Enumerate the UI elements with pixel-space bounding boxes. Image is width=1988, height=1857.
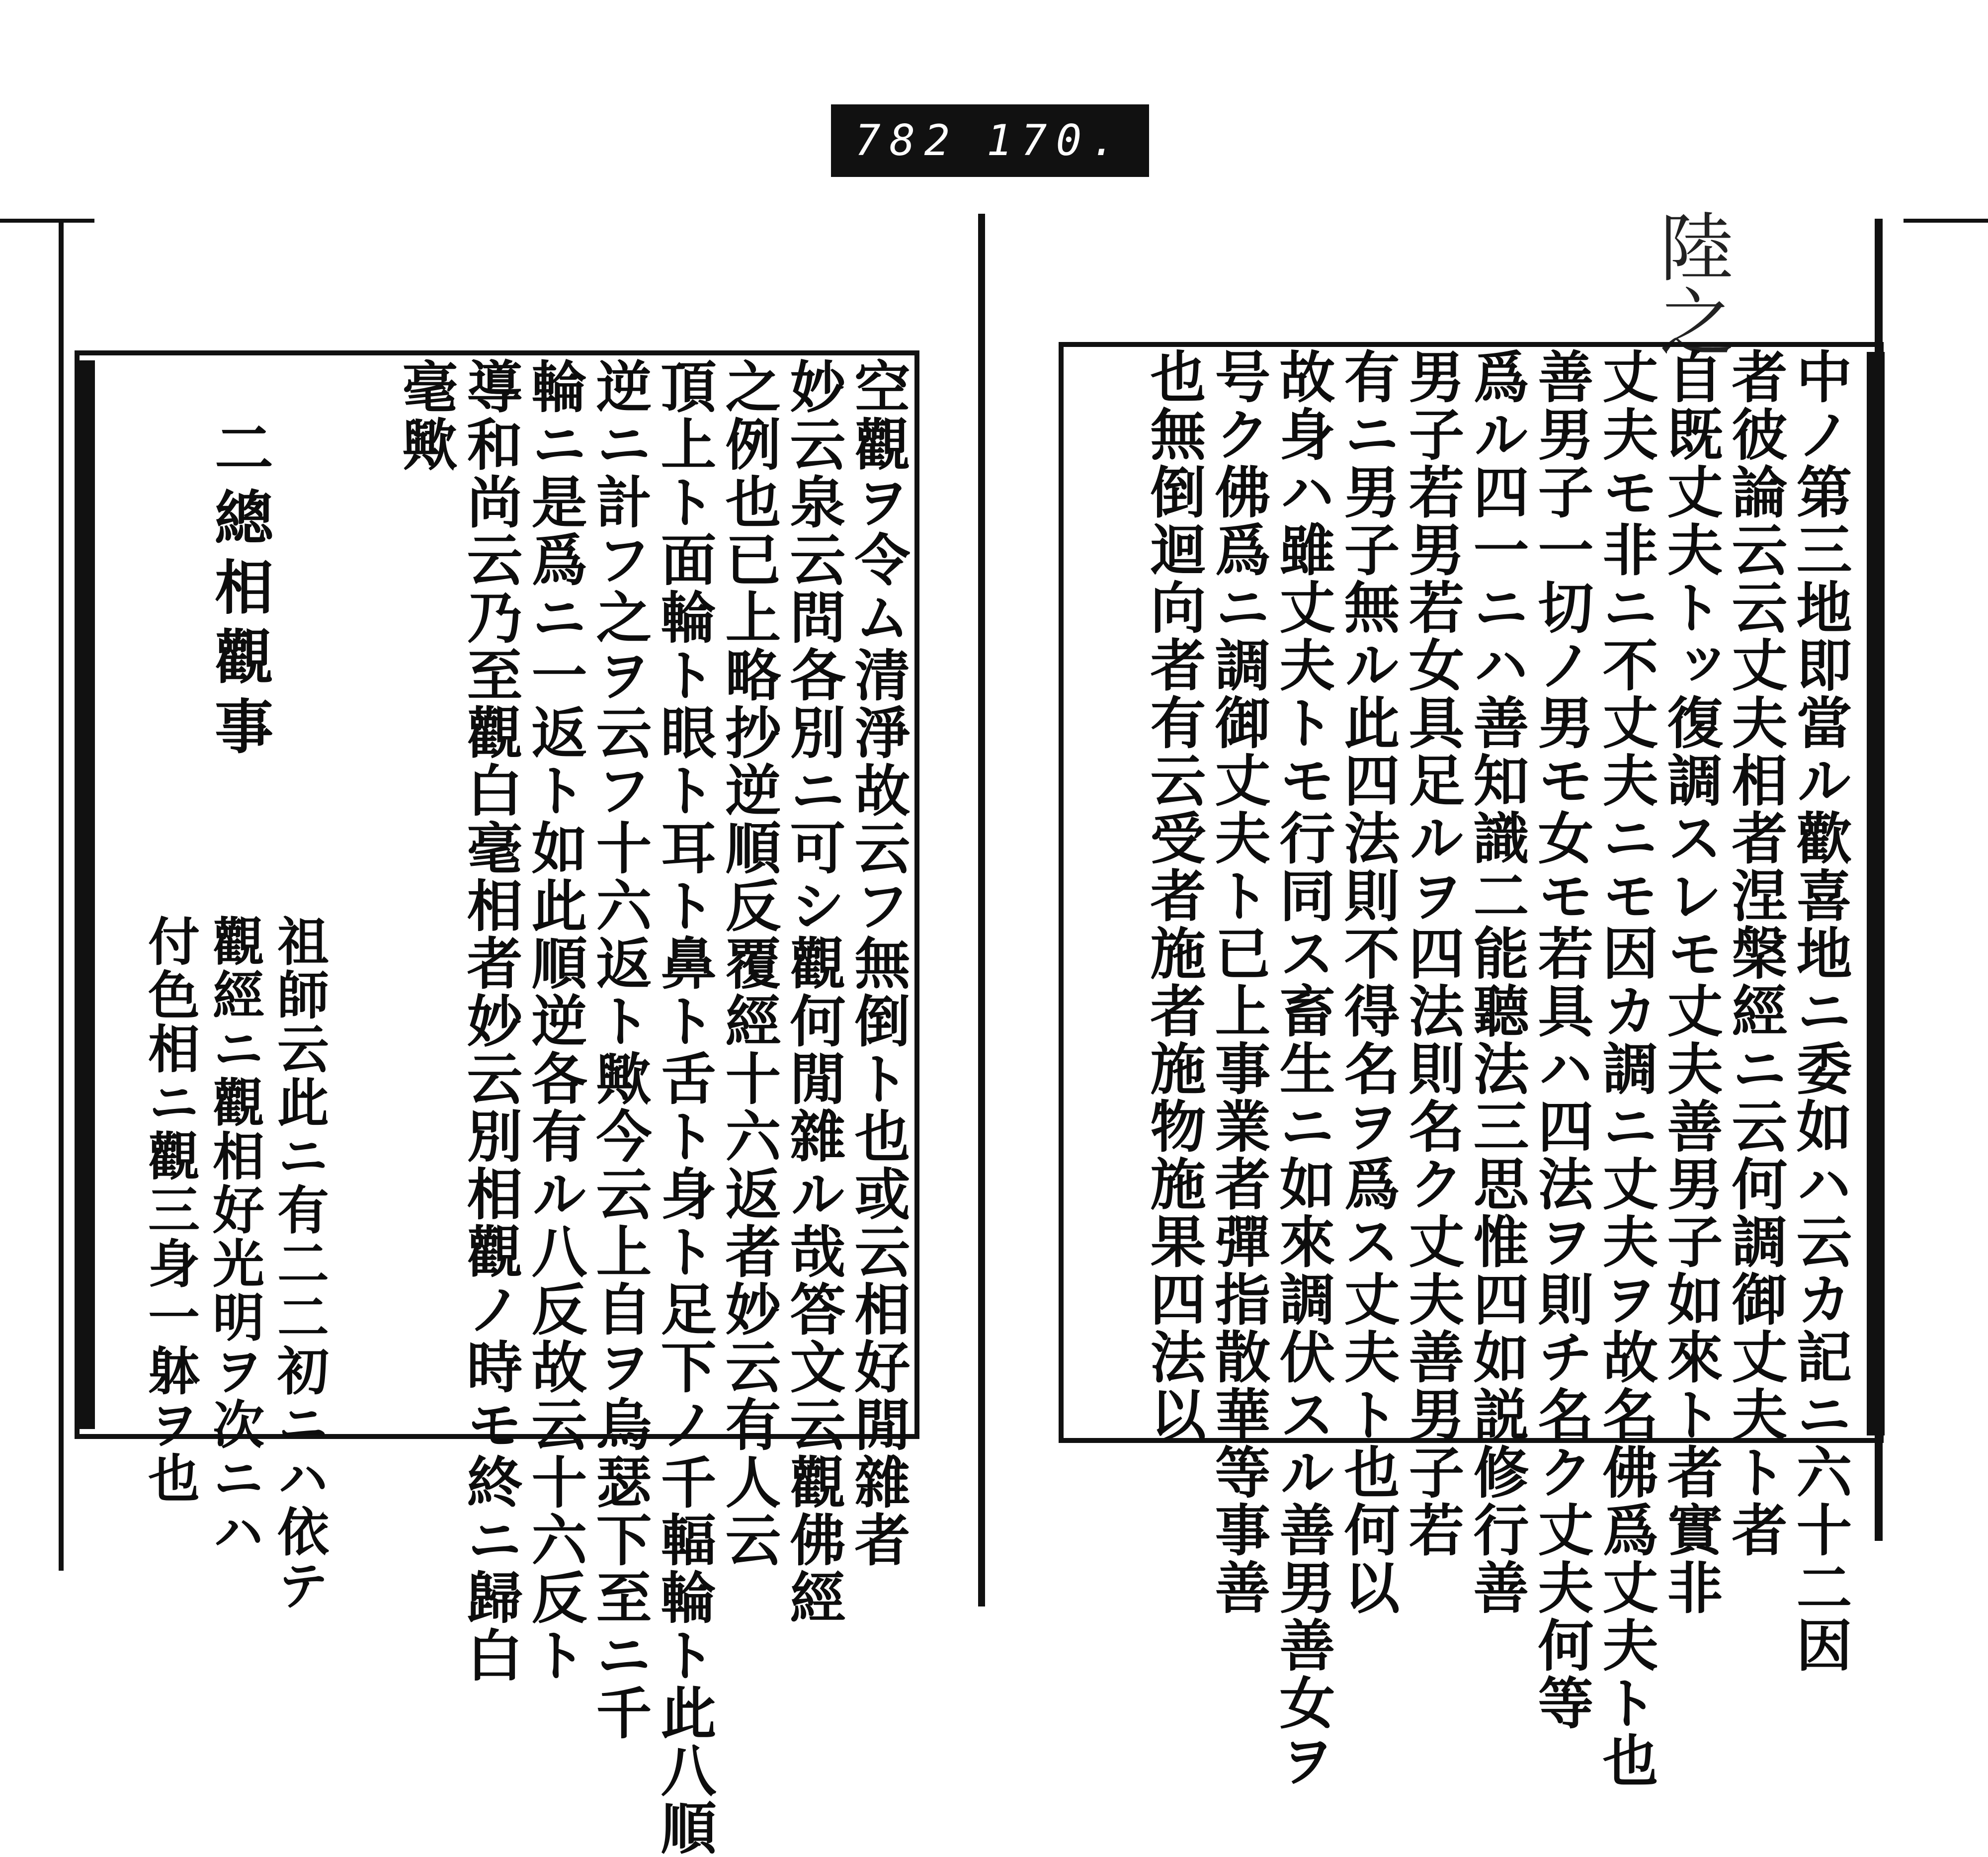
marginal-handwritten-note: 陸之 (1647, 209, 1733, 358)
left-col-7: 導和尚云乃至觀白毫相者妙云別相觀ノ時モ終ニ歸白 (458, 358, 523, 1684)
annotation-col-1: 祖師云此ニ有二二初ニハ依テ (268, 915, 330, 1612)
right-edge-line (1904, 219, 1988, 223)
left-col-8: 毫歟 (393, 358, 458, 473)
left-col-5: 逆ニ計フ之ヲ云フ十六返ト歟今云上自ヲ烏瑟下至ニ千 (587, 358, 652, 1742)
right-page-side-tab (1867, 352, 1885, 1435)
right-col-4: 丈夫モ非ニ不丈夫ニモ因カ調ニ丈夫ヲ故名佛爲丈夫ト也 (1593, 348, 1658, 1789)
center-binding-line (978, 214, 985, 1606)
section-heading: 二總相觀事 (205, 418, 274, 765)
left-edge-line (0, 219, 94, 223)
left-col-3: 之例也已上略抄逆順反覆經十六返者妙云有人云 (716, 358, 781, 1569)
right-col-8: 有ニ男子無ル此四法則不得名ヲ爲ス丈夫ト也何以 (1335, 348, 1400, 1616)
left-page-side-tab (77, 360, 95, 1429)
right-col-1: 中ノ第三地即當ル歡喜地ニ委如ハ云カ記ニ六十二因 (1787, 348, 1852, 1674)
left-page-edge (59, 219, 64, 1571)
right-col-7: 男子若男若女具足ルヲ四法則名ク丈夫善男子若 (1400, 348, 1465, 1559)
right-col-5: 善男子一切ノ男モ女モ若具ハ四法ヲ則チ名ク丈夫何等 (1529, 348, 1594, 1732)
left-col-2: 妙云泉云問各別ニ可シ觀何閒雜ル哉答文云觀佛經 (781, 358, 846, 1626)
annotation-col-3: 付色相ニ觀三身一躰ヲ也 (139, 915, 200, 1505)
left-col-4: 頂上ト面輪ト眼ト耳ト鼻ト舌ト身ト足下ノ千輻輪ト此八順 (652, 358, 717, 1857)
left-col-6: 輪ニ是爲ニ一返ト如此順逆各有ル八反故云十六反ト (522, 358, 587, 1684)
right-col-9: 故身ハ雖丈夫トモ行同ス畜生ニ如來調伏スル善男善女ヲ (1270, 348, 1335, 1789)
right-col-3: 自既丈夫トッ復調スレモ丈夫善男子如來ト者實非 (1658, 348, 1723, 1616)
right-col-2: 者彼論云云丈夫相者涅槃經ニ云何調御丈夫ト者 (1723, 348, 1788, 1559)
right-col-11: 也無倒迴向者有云受者施者施物施果四法以 (1141, 348, 1206, 1443)
film-frame-label (831, 104, 1149, 177)
right-col-10: 号ク佛爲ニ調御丈夫ト已上事業者彈指散華等事善 (1206, 348, 1271, 1616)
film-frame-number-right: 170. (986, 116, 1125, 166)
right-col-6: 爲ル四一ニハ善知識二能聽法三思惟四如説修行善 (1464, 348, 1529, 1616)
left-col-1: 空觀ヲ令ム清淨故云フ無倒ト也或云相好閒雜者 (845, 358, 911, 1569)
film-frame-number-left: 782 (855, 116, 959, 166)
annotation-col-2: 觀經ニ觀相好光明ヲ次ニハ (204, 915, 265, 1559)
